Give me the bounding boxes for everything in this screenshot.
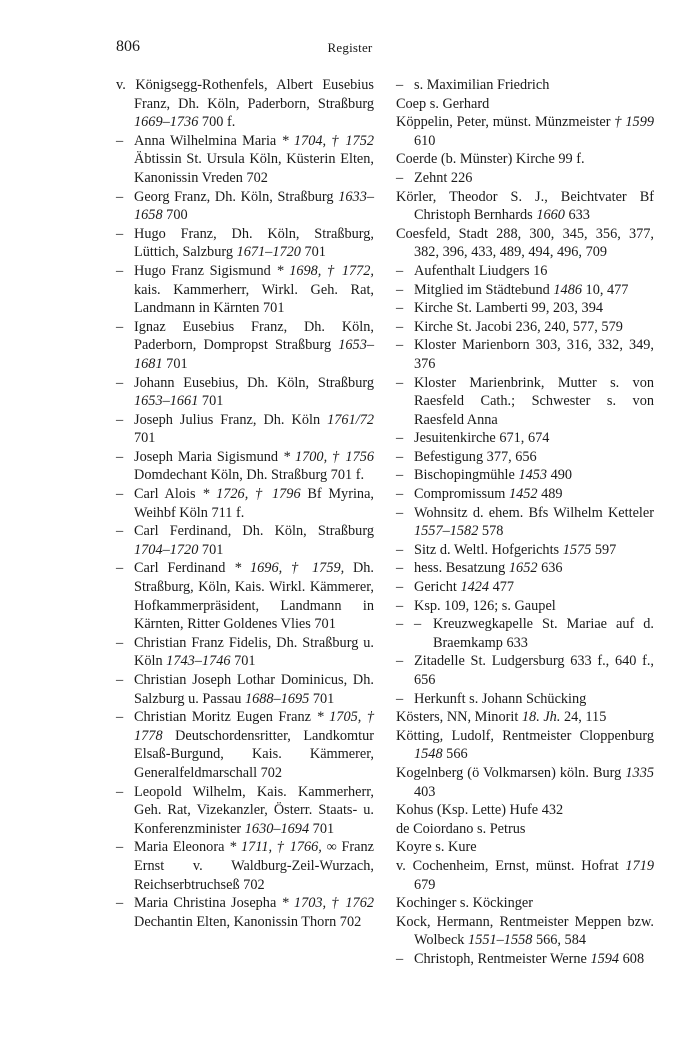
- index-entry: [396, 466, 654, 485]
- entry-text: 701: [309, 690, 335, 707]
- entry-text: Körler, Theodor S. J., Beichtvater Bf Christoph Bernhards: [396, 188, 654, 224]
- index-entry: [396, 857, 654, 894]
- entry-dash: –: [116, 486, 124, 503]
- entry-dash: –: [116, 839, 124, 856]
- entry-text: v. Königsegg-Rothenfels, Albert Eusebius Franz, Dh. Köln, Paderborn, Straßburg: [116, 77, 374, 112]
- index-entry: [396, 727, 654, 764]
- entry-text: Kochinger s. Köckinger: [396, 895, 533, 912]
- entry-date: 1551–1558: [468, 932, 533, 949]
- index-entry: [116, 262, 374, 318]
- index-entry: [396, 76, 654, 95]
- index-entry: [396, 801, 654, 820]
- index-entry: – – Kreuzwegkapelle St. Mariae auf d. Braemkamp 633: [396, 616, 654, 651]
- entry-dash: –: [116, 709, 124, 726]
- entry-dash: –: [396, 281, 404, 298]
- entry-text: 489: [537, 486, 563, 503]
- entry-text: 608: [619, 950, 645, 967]
- index-entry: [116, 76, 374, 132]
- entry-date: 1548: [414, 746, 443, 763]
- entry-text: 701: [162, 355, 188, 372]
- index-entry: [116, 485, 374, 522]
- entry-text: 700 f.: [198, 114, 236, 131]
- entry-text: Koyre s. Kure: [396, 839, 477, 856]
- index-entry: [396, 169, 654, 188]
- entry-dash: –: [396, 950, 404, 967]
- entry-date: 1633–1658: [134, 188, 374, 224]
- entry-dash: –: [116, 895, 124, 912]
- index-entry: [116, 188, 374, 225]
- index-column-right: [396, 76, 654, 969]
- entry-date: * 1700, † 1756: [282, 448, 375, 465]
- entry-date: * 1705, † 1778: [134, 709, 374, 744]
- entry-dash: –: [396, 448, 404, 465]
- index-entry: [116, 559, 374, 633]
- entry-date: 1669–1736: [134, 114, 199, 131]
- page-number: 806: [116, 38, 140, 55]
- entry-text: Dechantin Elten, Kanonissin Thorn 702: [134, 913, 362, 930]
- entry-text: Christian Joseph Lothar Dominicus, Dh. Salzburg u. Passau: [134, 672, 374, 707]
- entry-text: Kogelnberg (ö Volkmarsen) köln. Burg: [396, 764, 626, 781]
- entry-date: * 1698, † 1772,: [276, 262, 375, 279]
- entry-date: 1452: [508, 486, 538, 503]
- entry-text: Christoph, Rentmeister Werne: [414, 950, 591, 967]
- entry-dash: –: [396, 430, 404, 447]
- entry-text: Maria Christina Josepha: [134, 895, 282, 912]
- entry-text: Gericht: [414, 579, 461, 596]
- entry-dash: –: [396, 169, 404, 186]
- entry-text: Kloster Marienborn 303, 316, 332, 349, 376: [414, 337, 654, 372]
- entry-date: 1688–1695: [244, 690, 310, 707]
- entry-text: de Coiordano s. Petrus: [396, 820, 526, 837]
- entry-dash: –: [116, 132, 124, 149]
- entry-dash: –: [116, 262, 124, 279]
- entry-date: 1719: [625, 857, 654, 874]
- entry-text: 701: [198, 541, 224, 558]
- index-entry: [116, 318, 374, 374]
- entry-text: Ignaz Eusebius Franz, Dh. Köln, Paderborn, Dompropst Straßburg: [134, 318, 374, 354]
- index-entry: [396, 225, 654, 262]
- entry-dash: –: [396, 616, 404, 633]
- entry-dash: –: [396, 300, 404, 317]
- index-entry: [396, 652, 654, 689]
- index-entry: [396, 485, 654, 504]
- entry-text: Wohnsitz d. ehem. Bfs Wilhelm Ketteler: [414, 504, 654, 521]
- entry-date: 1630–1694: [244, 820, 310, 837]
- entry-date: 1335: [625, 764, 654, 781]
- entry-text: 701: [230, 653, 256, 670]
- entry-text: Leopold Wilhelm, Kais. Kammerherr, Geh. Rat, Vizekanzler, Österr. Staats- u. Konferenzminister: [134, 783, 374, 837]
- index-entry: [396, 913, 654, 950]
- entry-text: kais. Kammerherr, Wirkl. Geh. Rat, Landmann in Kärnten 701: [134, 281, 374, 317]
- index-entry: [116, 448, 374, 485]
- entry-text: Äbtissin St. Ursula Köln, Küsterin Elten, Kanonissin Vreden 702: [134, 151, 374, 186]
- index-entry: [396, 150, 654, 169]
- entry-text: 701: [134, 430, 156, 447]
- index-entry: [396, 374, 654, 430]
- entry-text: Anna Wilhelmina Maria: [134, 132, 282, 149]
- entry-text: Bischopingmühle: [414, 467, 519, 484]
- entry-text: Befestigung 377, 656: [414, 448, 537, 465]
- entry-text: Herkunft s. Johann Schücking: [414, 690, 587, 707]
- entry-dash: –: [396, 579, 404, 596]
- index-entry: [116, 894, 374, 931]
- entry-text: Kreuzwegkapelle St. Mariae auf d. Braemkamp 633: [433, 616, 654, 651]
- index-entry: [396, 950, 654, 969]
- entry-text: Ksp. 109, 126; s. Gaupel: [414, 597, 556, 614]
- index-entry: [116, 783, 374, 839]
- entry-dash: –: [116, 411, 124, 428]
- entry-text: s. Maximilian Friedrich: [414, 77, 550, 93]
- entry-text: Dh. Straßburg, Köln, Kais. Wirkl. Kämmerer, Hofkammerpräsident, Landmann in Kärnten, Ritter Goldenes Vlies 701: [134, 560, 375, 633]
- entry-date: * 1704, † 1752: [281, 132, 374, 149]
- entry-date: 1671–1720: [236, 244, 301, 261]
- index-entry: [396, 820, 654, 839]
- entry-text: 403: [414, 783, 436, 800]
- entry-dash: –: [116, 783, 124, 800]
- entry-date: 1594: [590, 950, 620, 967]
- entry-text: Johann Eusebius, Dh. Köln, Straßburg: [134, 374, 374, 391]
- entry-dash: –: [396, 560, 404, 577]
- index-entry: [396, 504, 654, 541]
- index-entry: [396, 336, 654, 373]
- entry-text: Köppelin, Peter, münst. Münzmeister: [396, 114, 615, 131]
- entry-dash: –: [116, 188, 124, 205]
- index-entry: [396, 541, 654, 560]
- entry-dash: –: [396, 541, 404, 558]
- entry-text: 597: [591, 541, 617, 558]
- index-entry: [116, 634, 374, 671]
- entry-dash: –: [116, 448, 124, 465]
- entry-dash: –: [116, 634, 124, 651]
- running-head: Register: [327, 40, 373, 55]
- entry-text: Coesfeld, Stadt 288, 300, 345, 356, 377, 382, 396, 433, 489, 494, 496, 709: [396, 225, 654, 261]
- entry-text: 701: [198, 393, 224, 410]
- entry-dash: –: [396, 467, 404, 484]
- entry-text: Georg Franz, Dh. Köln, Straßburg: [134, 188, 339, 205]
- index-entry: [116, 225, 374, 262]
- index-entry: [396, 113, 654, 150]
- entry-text: ∞ Franz Ernst v. Waldburg-Zeil-Wurzach, Reichserbtruchseß 702: [134, 839, 374, 893]
- entry-date: 18. Jh.: [521, 709, 561, 726]
- index-entry: [396, 188, 654, 225]
- entry-text: Carl Ferdinand: [134, 560, 235, 577]
- entry-text: Christian Moritz Eugen Franz: [134, 709, 317, 726]
- entry-date: 1653–1681: [134, 337, 374, 372]
- entry-text: 566, 584: [532, 932, 587, 949]
- entry-text: Joseph Julius Franz, Dh. Köln: [134, 411, 328, 428]
- entry-text: Kohus (Ksp. Lette) Hufe 432: [396, 802, 564, 819]
- index-entry: [116, 411, 374, 448]
- entry-dash: –: [116, 374, 124, 391]
- index-entry: [396, 281, 654, 300]
- entry-text: Bf Myrina, Weihbf Köln 711 f.: [134, 486, 375, 521]
- entry-dash: –: [396, 597, 404, 614]
- index-entry: [396, 95, 654, 114]
- entry-text: Joseph Maria Sigismund: [134, 448, 283, 465]
- entry-date: 1424: [460, 579, 490, 596]
- index-entry: [396, 690, 654, 709]
- entry-dash: –: [396, 337, 404, 354]
- entry-dash: –: [116, 523, 124, 540]
- index-entry: [396, 559, 654, 578]
- index-entry: [396, 578, 654, 597]
- entry-text: Kirche St. Lamberti 99, 203, 394: [414, 300, 604, 317]
- entry-text: Jesuitenkirche 671, 674: [414, 430, 550, 447]
- entry-text: 701: [309, 820, 335, 837]
- entry-text: Carl Alois: [134, 486, 203, 503]
- entry-dash: –: [396, 77, 404, 93]
- entry-text: 490: [547, 467, 573, 484]
- entry-text: Hugo Franz, Dh. Köln, Straßburg, Lüttich, Salzburg: [134, 225, 374, 261]
- entry-date: 1557–1582: [414, 523, 479, 540]
- entry-dash: –: [396, 653, 404, 670]
- entry-dash: –: [396, 690, 404, 707]
- entry-dash: –: [396, 486, 404, 503]
- entry-text: 578: [478, 523, 504, 540]
- entry-text: 610: [414, 132, 436, 149]
- entry-text: v. Cochenheim, Ernst, münst. Hofrat: [396, 857, 626, 874]
- entry-date: 1652: [508, 560, 538, 577]
- entry-date: 1653–1661: [134, 393, 199, 410]
- index-entry: [116, 671, 374, 708]
- entry-date: 1486: [553, 281, 582, 298]
- entry-text: Domdechant Köln, Dh. Straßburg 701 f.: [134, 467, 365, 484]
- entry-text: 633: [564, 207, 590, 224]
- entry-date: 1660: [536, 207, 565, 224]
- entry-text: Mitglied im Städtebund: [414, 281, 554, 298]
- entry-text: 701: [300, 244, 326, 261]
- entry-date: 1453: [518, 467, 548, 484]
- entry-date: * 1703, † 1762: [281, 895, 374, 912]
- entry-date: 1575: [562, 541, 592, 558]
- index-entry: [396, 299, 654, 318]
- entry-date: * 1726, † 1796: [202, 486, 301, 503]
- entry-dash: –: [396, 374, 404, 391]
- entry-text: Sitz d. Weltl. Hofgerichts: [414, 541, 563, 558]
- entry-date: 1743–1746: [166, 653, 231, 670]
- entry-text: 566: [442, 746, 468, 763]
- index-entry: [396, 262, 654, 281]
- entry-text: Maria Eleonora: [134, 839, 230, 856]
- entry-dash: –: [396, 504, 404, 521]
- entry-text: Zitadelle St. Ludgersburg 633 f., 640 f., 656: [414, 653, 654, 688]
- entry-date: 1761/72: [327, 411, 374, 428]
- entry-date: † 1599: [614, 114, 654, 131]
- entry-text: Coerde (b. Münster) Kirche 99 f.: [396, 151, 585, 168]
- entry-text: 10, 477: [581, 281, 629, 298]
- entry-text: Kloster Marienbrink, Mutter s. von Raesfeld Cath.; Schwester s. von Raesfeld Anna: [414, 374, 654, 428]
- entry-text: Kirche St. Jacobi 236, 240, 577, 579: [414, 318, 623, 335]
- entry-text: 636: [537, 560, 563, 577]
- index-column-left: [116, 76, 374, 931]
- index-entry: [116, 374, 374, 411]
- entry-text: Carl Ferdinand, Dh. Köln, Straßburg: [134, 523, 374, 540]
- entry-date: 1704–1720: [134, 541, 199, 558]
- entry-date: * 1696, † 1759,: [234, 560, 345, 577]
- index-entry: [396, 597, 654, 616]
- entry-text: Zehnt 226: [414, 169, 473, 186]
- index-entry: [116, 522, 374, 559]
- index-entry: [396, 448, 654, 467]
- entry-text: Christian Franz Fidelis, Dh. Straßburg u. Köln: [134, 634, 374, 670]
- entry-text: 679: [414, 876, 436, 893]
- index-entry: [396, 894, 654, 913]
- index-entry: [116, 132, 374, 188]
- entry-dash: –: [396, 318, 404, 335]
- entry-text: 700: [162, 207, 188, 224]
- entry-dash: –: [116, 318, 124, 335]
- index-entry: [116, 838, 374, 894]
- entry-text: hess. Besatzung: [414, 560, 509, 577]
- index-entry: [396, 708, 654, 727]
- index-entry: [396, 318, 654, 337]
- entry-text: 24, 115: [560, 709, 607, 726]
- index-entry: [116, 708, 374, 782]
- index-entry: [396, 764, 654, 801]
- entry-text: Hugo Franz Sigismund: [134, 262, 277, 279]
- entry-dash: –: [116, 672, 124, 688]
- entry-dash: –: [116, 225, 124, 242]
- index-entry: [396, 838, 654, 857]
- entry-text: Coep s. Gerhard: [396, 95, 490, 112]
- entry-text: Deutschordensritter, Landkomtur Elsaß-Burgund, Kais. Kämmerer, Generalfeldmarschall 702: [134, 727, 374, 781]
- entry-dash: –: [396, 262, 404, 279]
- entry-dash: –: [116, 560, 124, 577]
- entry-date: * 1711, † 1766,: [229, 839, 322, 856]
- entry-text: Kock, Hermann, Rentmeister Meppen bzw. Wolbeck: [396, 913, 654, 949]
- entry-text: 477: [489, 579, 515, 596]
- index-entry: [396, 429, 654, 448]
- entry-text: Kösters, NN, Minorit: [396, 709, 522, 726]
- entry-text: Compromissum: [414, 486, 509, 503]
- entry-text: Aufenthalt Liudgers 16: [414, 262, 548, 279]
- entry-text: Kötting, Ludolf, Rentmeister Cloppenburg: [396, 727, 654, 744]
